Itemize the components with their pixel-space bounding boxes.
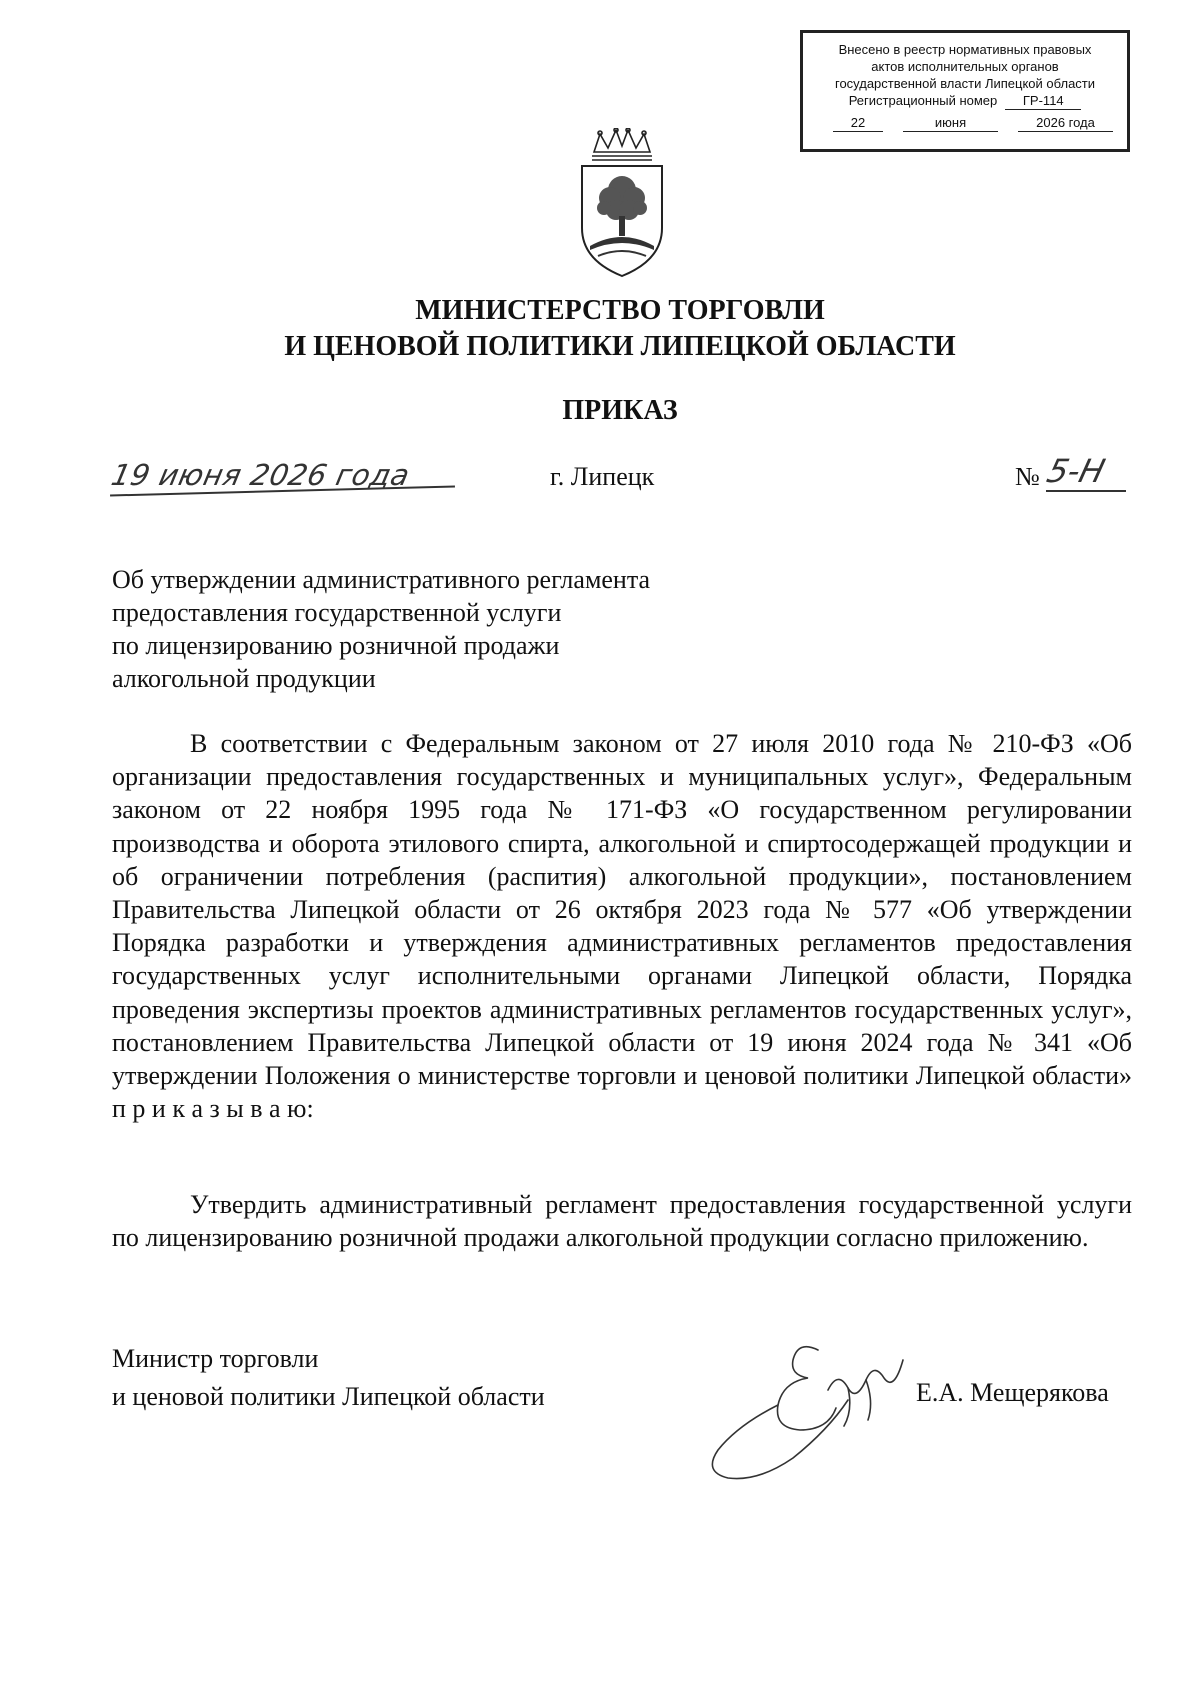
- number-underline: [1046, 490, 1126, 492]
- subject-line-1: Об утверждении административного регламента: [112, 565, 651, 594]
- signatory-title-line-2: и ценовой политики Липецкой области: [112, 1382, 545, 1411]
- coat-of-arms-icon: [572, 128, 672, 288]
- handwritten-signature-icon: [698, 1330, 908, 1490]
- document-subject: [112, 563, 732, 695]
- city: г. Липецк: [550, 462, 655, 491]
- stamp-line-3: государственной власти Липецкой области: [834, 76, 1096, 91]
- signatory-title: [112, 1340, 545, 1416]
- subject-line-3: по лицензированию розничной продажи: [112, 631, 560, 660]
- body-paragraph-2: Утвердить административный регламент предоставления государственной услуги по лицензированию розничной продажи алкогольной продукции согласно приложению.: [112, 1190, 1132, 1253]
- stamp-reg-label: Регистрационный номер: [848, 93, 998, 108]
- stamp-line-1: Внесено в реестр нормативных правовых: [838, 42, 1092, 57]
- handwritten-date: 19 июня 2026 года: [108, 458, 413, 492]
- ministry-title-line-2: И ЦЕНОВОЙ ПОЛИТИКИ ЛИПЕЦКОЙ ОБЛАСТИ: [284, 331, 956, 362]
- subject-line-4: алкогольной продукции: [112, 664, 376, 693]
- stamp-line-2: актов исполнительных органов: [871, 59, 1059, 74]
- stamp-year: 2026 года: [1018, 114, 1113, 132]
- stamp-month: июня: [903, 114, 998, 132]
- stamp-reg-number: ГР-114: [1005, 92, 1081, 110]
- number-sign: №: [1015, 462, 1040, 491]
- ministry-title: [0, 293, 1200, 365]
- registry-stamp: [800, 30, 1130, 152]
- signatory-title-line-1: Министр торговли: [112, 1344, 319, 1373]
- stamp-date-row: [803, 114, 1127, 132]
- stamp-reg-row: [803, 92, 1127, 110]
- body-paragraph-1: В соответствии с Федеральным законом от 27 июля 2010 года № 210-ФЗ «Об организации предоставления государственных и муниципальных услуг», Федеральным законом от 22 ноября 1995 года № 171-ФЗ «О государственном регулировании производства и оборота этилового спирта, алкогольной и спиртосодержащей продукции и об ограничении потребления (распития) алкогольной продукции», постановлением Правительства Липецкой области от 26 октября 2023 года № 577 «Об утверждении Порядка разработки и утверждения административных регламентов предоставления государственных услуг исполнительными органами Липецкой области, Порядка проведения экспертизы проектов административных регламентов государственных услуг», постановлением Правительства Липецкой области от 19 июня 2024 года № 341 «Об утверждении Положения о министерстве торговли и ценовой политики Липецкой области» п р и к а з ы в а ю:: [112, 729, 1132, 1124]
- ministry-title-line-1: МИНИСТЕРСТВО ТОРГОВЛИ: [415, 295, 825, 326]
- subject-line-2: предоставления государственной услуги: [112, 598, 562, 627]
- signatory-name: Е.А. Мещерякова: [916, 1378, 1109, 1407]
- handwritten-number: 5-Н: [1043, 452, 1109, 490]
- document-type: ПРИКАЗ: [562, 395, 678, 426]
- stamp-day: 22: [833, 114, 883, 132]
